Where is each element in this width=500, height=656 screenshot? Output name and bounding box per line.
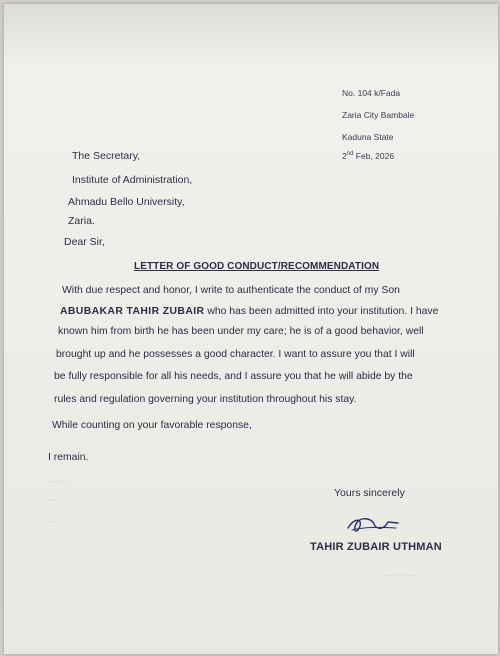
salutation: Dear Sir, [64, 236, 105, 248]
show-through-mark: — — [48, 476, 69, 486]
letter-title: LETTER OF GOOD CONDUCT/RECOMMENDATION [134, 261, 380, 272]
sender-address-line-1: No. 104 k/Fada [342, 88, 401, 98]
closing-line: While counting on your favorable response, [52, 420, 252, 431]
recipient-line-4: Zaria. [68, 215, 95, 227]
signer-name: TAHIR ZUBAIR UTHMAN [310, 541, 442, 553]
handwritten-signature [344, 514, 404, 536]
recipient-line-2: Institute of Administration, [72, 174, 193, 186]
date-suffix: nd [346, 151, 354, 158]
show-through-mark: — — — [384, 570, 417, 580]
complimentary-close: Yours sincerely [334, 487, 405, 499]
letter-page [4, 4, 498, 654]
recipient-line-1: The Secretary, [72, 150, 141, 162]
sender-address-line-3: Kaduna State [342, 132, 394, 142]
show-through-mark: — [48, 516, 57, 526]
body-line-3: known him from birth he has been under my care; he is of a good behavior, well [58, 326, 424, 337]
show-through-mark: — [48, 494, 57, 504]
date-day: 2 [342, 151, 347, 161]
body-line-1: With due respect and honor, I write to authenticate the conduct of my Son [62, 285, 400, 296]
recipient-line-3: Ahmadu Bello University, [68, 196, 185, 208]
date-rest: Feb, 2026 [353, 151, 395, 161]
body-line-6: rules and regulation governing your institution throughout his stay. [54, 394, 357, 405]
body-line-2 [60, 306, 438, 317]
body-line-2-rest: who has been admitted into your institution. I have [204, 306, 439, 317]
remain-line: I remain. [48, 452, 89, 463]
son-name: ABUBAKAR TAHIR ZUBAIR [60, 306, 205, 317]
body-line-5: be fully responsible for all his needs, and I assure you that he will abide by the [54, 371, 413, 382]
sender-address-line-2: Zaria City Bambale [342, 110, 415, 120]
body-line-4: brought up and he possesses a good character. I want to assure you that I will [56, 349, 415, 360]
letter-date [342, 151, 394, 161]
